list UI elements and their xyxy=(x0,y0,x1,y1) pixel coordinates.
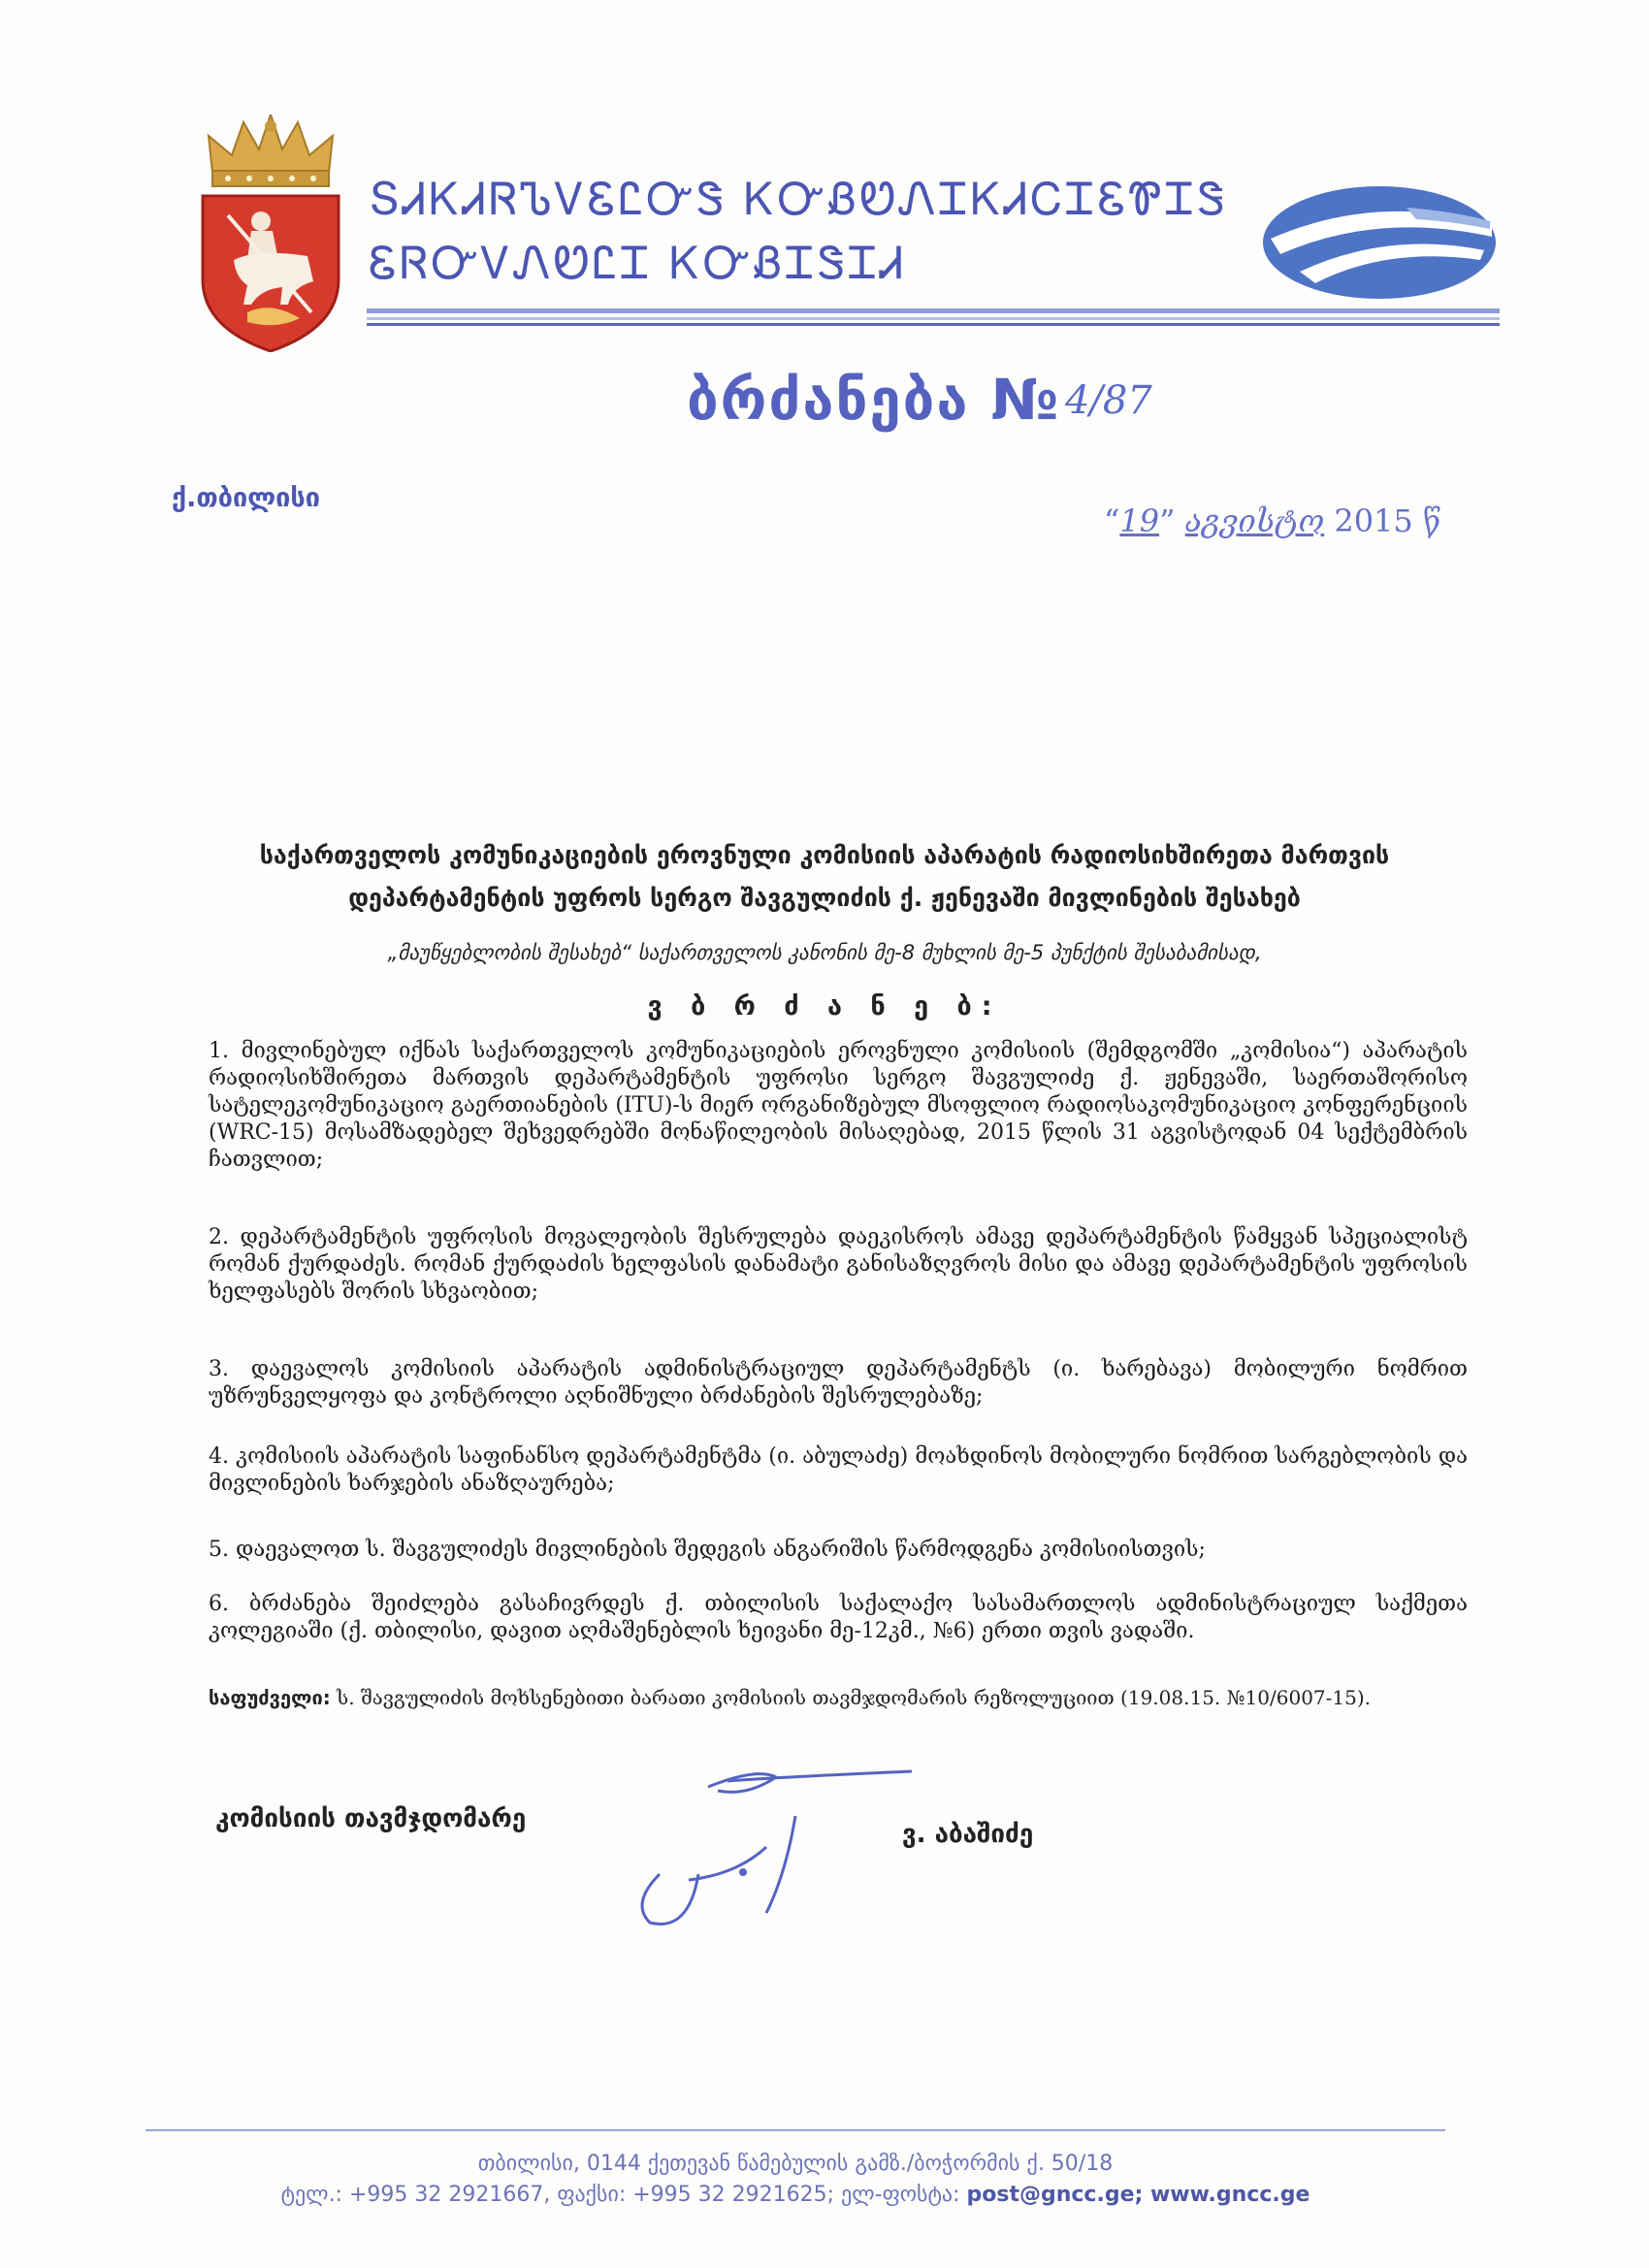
order-declaration: ვ ბ რ ძ ა ნ ე ბ: xyxy=(647,991,1002,1021)
signatory-name: ვ. აბაშიძე xyxy=(902,1820,1034,1849)
email-link[interactable]: post@gncc.ge xyxy=(966,2183,1135,2207)
date-year: 2015 წ xyxy=(1334,502,1441,539)
org-name-line2: ᏋᏒᏅᏙᏁᏬᏝᏆ ᏦᏅᏰᏆᏕᏆᏗ xyxy=(369,237,907,289)
email-label: ; ელ-ფოსტა: xyxy=(826,2183,967,2207)
date-day: 19 xyxy=(1119,502,1160,539)
signatory-title: კომისიის თავმჯდომარე xyxy=(215,1804,527,1833)
issue-city: ქ.თბილისი xyxy=(172,483,320,513)
order-item-3: 3. დაევალოს კომისიის აპარატის ადმინისტრაციულ დეპარტამენტს (ი. ხარებავა) მობილური ნომრით უზრუნველყოფა და კონტროლი აღნიშნული ბრძანების შესრულებაზე; xyxy=(209,1357,1468,1409)
order-number: 4/87 xyxy=(1065,378,1152,423)
heading-line1: საქართველოს კომუნიკაციების ეროვნული კომისიის აპარატის რადიოსიხშირეთა მართვის xyxy=(259,841,1390,869)
fax-label: , ფაქსი: xyxy=(543,2183,633,2207)
basis-note xyxy=(209,1686,1468,1709)
order-item-6: 6. ბრძანება შეიძლება გასაჩივრდეს ქ. თბილისის საქალაქო სასამართლოს ადმინისტრაციულ საქმეთა კოლეგიაში (ქ. თბილისი, დავით აღმაშენებლის ხეივანი მე-12კმ., №6) ერთი თვის ვადაში. xyxy=(209,1592,1468,1643)
order-title: ბრძანება № xyxy=(687,367,1061,433)
basis-text: ს. შავგულიძის მოხსენებითი ბარათი კომისიის თავმჯდომარის რეზოლუციით (19.08.15. №10/6007-15). xyxy=(330,1686,1372,1709)
phone-number: +995 32 2921667 xyxy=(348,2183,544,2207)
order-item-1: 1. მივლინებულ იქნას საქართველოს კომუნიკაციების ეროვნული კომისიის (შემდგომში „კომისია“) აპარატის რადიოსიხშირეთა მართვის დეპარტამენტის უფროსი სერგო შავგულიძე ქ. ჟენევაში, საერთაშორისო სატელეკომუნიკაციო გაერთიანების (ITU)-ს მიერ ორგანიზებულ მსოფლიო რადიოსაკომუნიკაციო კონფერენციის (WRC-15) მოსამზადებელ შეხვედრებში მონაწილეობის მისაღებად, 2015 წლის 31 აგვისტოდან 04 სექტემბრის ჩათვლით; xyxy=(209,1039,1468,1172)
org-name-line1: ՏᏗᏦᏗᏒᏖᏙᏋᏝᏅᏕ ᏦᏅᏰᏬᏁᏆᏦᏗᏟᏆᏋᏈᏆᏕ xyxy=(369,173,1228,225)
website-link[interactable]: ; www.gncc.ge xyxy=(1134,2183,1310,2207)
coat-of-arms-emblem xyxy=(199,114,342,352)
issue-date: “19” აგვისტო 2015 წ xyxy=(1104,502,1441,539)
heading-line2: დეპარტამენტის უფროს სერგო შავგულიძის ქ. ჟენევაში მივლინების შესახებ xyxy=(348,884,1301,912)
footer-address: თბილისი, 0144 ქეთევან წამებულის გამზ./ბოჭორმის ქ. 50/18 xyxy=(477,2152,1114,2176)
date-month: აგვისტო xyxy=(1184,502,1325,539)
order-subject-heading xyxy=(194,834,1455,920)
basis-label: საფუძველი: xyxy=(209,1686,331,1709)
footer-divider xyxy=(146,2129,1445,2131)
fax-number: +995 32 2921625 xyxy=(632,2183,827,2207)
gncc-logo-icon xyxy=(1261,182,1499,304)
order-item-4: 4. კომისიის აპარატის საფინანსო დეპარტამენტმა (ი. აბულაძე) მოახდინოს მობილური ნომრით სარგებლობის და მივლინების ხარჯების ანაზღაურება; xyxy=(209,1444,1468,1496)
letterhead-divider xyxy=(367,308,1500,332)
order-item-2: 2. დეპარტამენტის უფროსის მოვალეობის შესრულება დაეკისროს ამავე დეპარტამენტის წამყვან სპეციალისტ რომან ქურდაძეს. რომან ქურდაძის ხელფასის დანამატი განისაზღვროს მისი და ამავე დეპარტამენტის უფროსის ხელფასებს შორის სხვაობით; xyxy=(209,1225,1468,1304)
footer-contacts xyxy=(146,2183,1445,2207)
order-item-5: 5. დაევალოთ ს. შავგულიძეს მივლინების შედეგის ანგარიშის წარმოდგენა კომისიისთვის; xyxy=(209,1538,1206,1562)
legal-basis-line: „მაუწყებლობის შესახებ“ საქართველოს კანონის მე-8 მუხლის მე-5 პუნქტის შესაბამისად, xyxy=(387,941,1262,964)
phone-label: ტელ.: xyxy=(280,2183,349,2207)
